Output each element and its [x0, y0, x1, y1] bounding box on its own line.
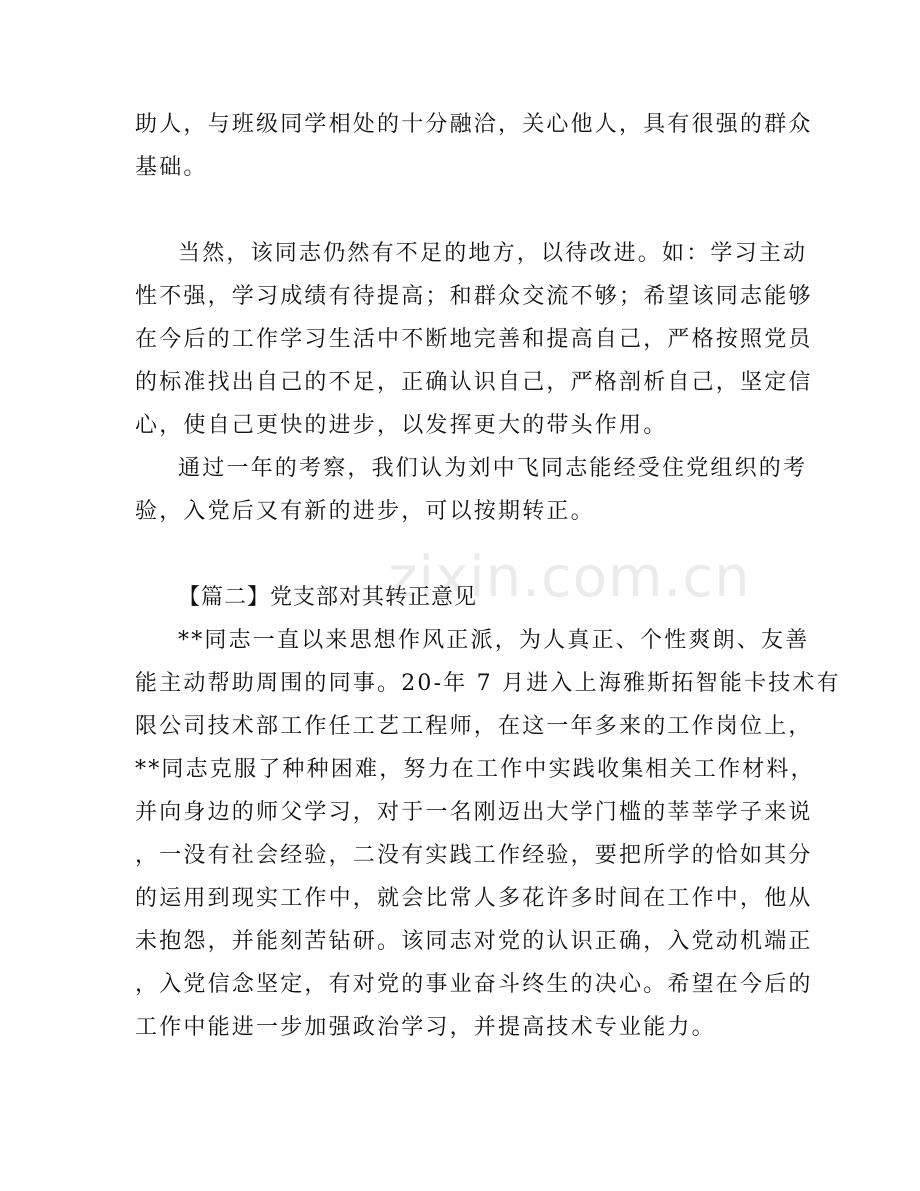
paragraph-line: 性不强，学习成绩有待提高；和群众交流不够；希望该同志能够	[135, 284, 813, 309]
paragraph-line: ，一没有社会经验，二没有实践工作经验，要把所学的恰如其分	[135, 843, 813, 868]
paragraph-line: **同志一直以来思想作风正派，为人真正、个性爽朗、友善	[178, 628, 810, 653]
paragraph-line: 心，使自己更快的进步，以发挥更大的带头作用。	[135, 413, 668, 438]
paragraph-line: 的运用到现实工作中，就会比常人多花许多时间在工作中，他从	[135, 886, 813, 911]
paragraph-line: 限公司技术部工作任工艺工程师，在这一年多来的工作岗位上，	[135, 714, 813, 739]
paragraph-line: 工作中能进一步加强政治学习，并提高技术专业能力。	[135, 1015, 716, 1040]
paragraph-line: 验，入党后又有新的进步，可以按期转正。	[135, 499, 595, 524]
paragraph-line: 当然，该同志仍然有不足的地方，以待改进。如：学习主动	[178, 241, 808, 266]
paragraph-line: 在今后的工作学习生活中不断地完善和提高自己，严格按照党员	[135, 327, 813, 352]
paragraph-line: 能主动帮助周围的同事。20-年 7 月进入上海雅斯拓智能卡技术有	[135, 671, 841, 696]
paragraph-line: ，入党信念坚定，有对党的事业奋斗终生的决心。希望在今后的	[135, 972, 813, 997]
paragraph-line: 通过一年的考察，我们认为刘中飞同志能经受住党组织的考	[178, 456, 808, 481]
watermark: zixin.com.cn	[388, 545, 751, 610]
paragraph-line: 基础。	[135, 155, 208, 180]
paragraph-line: 未抱怨，并能刻苦钻研。该同志对党的认识正确，入党动机端正	[135, 929, 813, 954]
section-heading: 【篇二】党支部对其转正意见	[178, 585, 478, 610]
paragraph-line: 助人，与班级同学相处的十分融洽，关心他人，具有很强的群众	[135, 112, 813, 137]
paragraph-line: **同志克服了种种困难，努力在工作中实践收集相关工作材料，	[135, 757, 815, 782]
paragraph-line: 并向身边的师父学习，对于一名刚迈出大学门槛的莘莘学子来说	[135, 800, 813, 825]
paragraph-line: 的标准找出自己的不足，正确认识自己，严格剖析自己，坚定信	[135, 370, 813, 395]
